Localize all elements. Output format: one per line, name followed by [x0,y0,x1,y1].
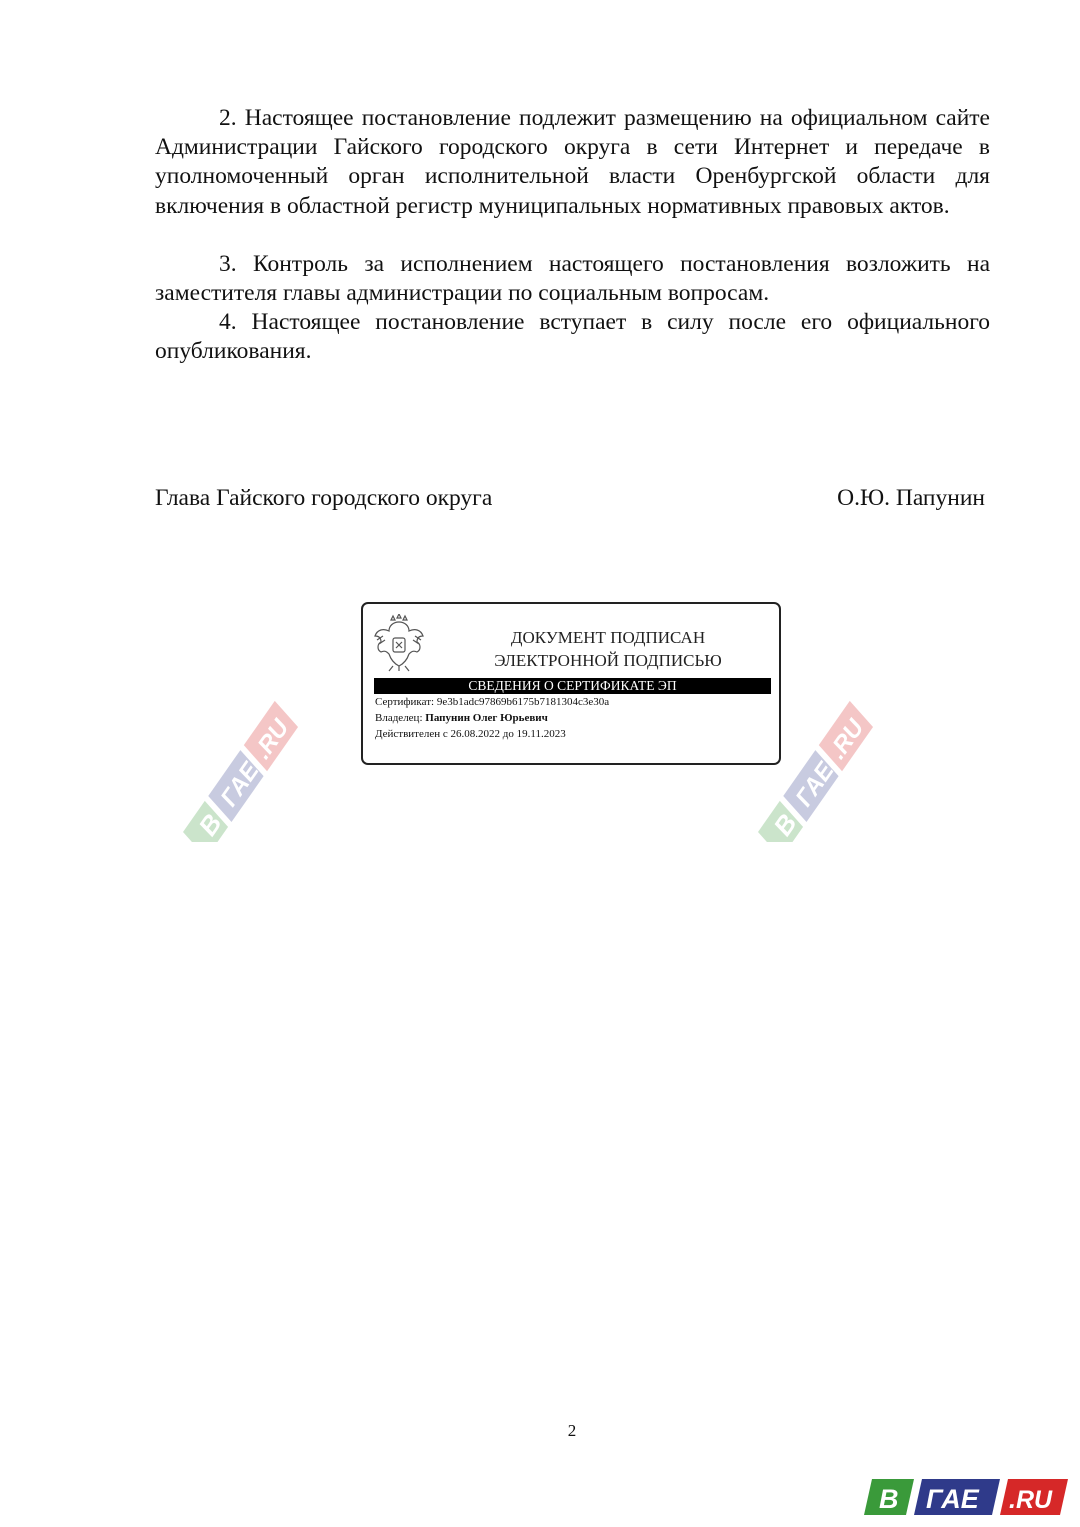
wm-text: ГАЕ [790,757,840,812]
page-number: 2 [567,1421,577,1440]
paragraph-3: 3. Контроль за исполнением настоящего постановления возложить на заместителя главы администрации по социальным вопросам. [155,251,990,307]
certificate-value: 9e3b1adc97869b6175b7181304c3e30a [436,696,610,708]
vgae-ru-logo-icon [862,1477,1072,1517]
owner-line [375,711,548,725]
wm-text: ГАЕ [215,757,265,812]
paragraph-4: 4. Настоящее постановление вступает в силу после его официального опубликования. [155,309,990,365]
wm-letter: В [192,808,228,842]
stamp-header-bar: СВЕДЕНИЯ О СЕРТИФИКАТЕ ЭП [374,678,771,694]
signatory-position: Глава Гайского городского округа [155,485,493,511]
validity-line: Действителен с 26.08.2022 до 19.11.2023 [375,728,566,740]
logo-letter: В [879,1484,899,1514]
logo-domain: .RU [1009,1486,1053,1514]
owner-label: Владелец: [375,712,423,724]
watermark-logo-icon [175,672,325,842]
stamp-title-line-2: ЭЛЕКТРОННОЙ ПОДПИСЬЮ [494,651,722,670]
owner-value: Папунин Олег Юрьевич [425,712,548,724]
stamp-title-line-1: ДОКУМЕНТ ПОДПИСАН [510,628,706,647]
wm-domain: .RU [823,714,870,765]
paragraph-2: 2. Настоящее постановление подлежит размещению на официальном сайте Администрации Гайского городского округа в сети Интернет и передаче в уполномоченный орган исполнительной власти Оренбургской области для включения в областной регистр муниципальных нормативных правовых актов. [155,105,990,219]
stamp-title [453,626,763,672]
coat-of-arms-icon [373,614,425,672]
certificate-line [375,695,609,709]
wm-domain: .RU [248,714,295,765]
certificate-label: Сертификат: [375,696,435,708]
logo-text: ГАЕ [926,1484,979,1514]
signatory-name: О.Ю. Папунин [837,485,985,511]
wm-letter: В [767,808,803,842]
electronic-signature-stamp [361,602,781,765]
